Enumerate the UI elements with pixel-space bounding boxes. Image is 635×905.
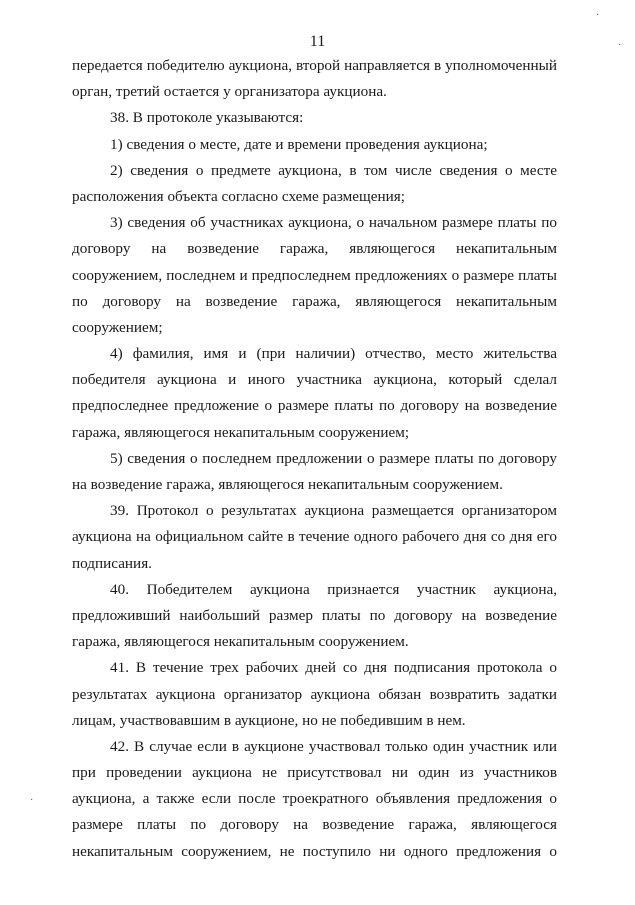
scan-speck: · — [596, 10, 600, 21]
text-line: победителя аукциона и иного участника аукциона, который сделал — [72, 371, 557, 389]
text-line: аукциона на официальном сайте в течение одного рабочего дня со дня его — [72, 528, 557, 546]
text-line: орган, третий остается у организатора аукциона. — [72, 83, 387, 101]
text-line: 2) сведения о предмете аукциона, в том числе сведения о месте — [110, 161, 557, 179]
scan-speck: · — [30, 795, 34, 806]
text-line: 41. В течение трех рабочих дней со дня подписания протокола о — [110, 659, 557, 677]
text-line: 38. В протоколе указываются: — [110, 109, 304, 127]
text-line: размере платы по договору на возведение гаража, являющегося — [72, 816, 557, 834]
text-line: 40. Победителем аукциона признается участник аукциона, — [110, 580, 557, 598]
text-line: 42. В случае если в аукционе участвовал только один участник или — [110, 737, 557, 755]
text-line: при проведении аукциона не присутствовал ни один из участников — [72, 764, 557, 782]
text-line: сооружением, последнем и предпоследнем предложениях о размере платы — [72, 266, 557, 284]
text-line: договору на возведение гаража, являющегося некапитальным — [72, 240, 557, 258]
scan-speck: · — [618, 40, 622, 51]
text-line: 4) фамилия, имя и (при наличии) отчество, место жительства — [110, 345, 557, 363]
text-line: сооружением; — [72, 318, 163, 336]
page-number: 11 — [309, 33, 326, 50]
text-line: по договору на возведение гаража, являющегося некапитальным — [72, 292, 557, 310]
text-line: лицам, участвовавшим в аукционе, но не победившим в нем. — [72, 711, 466, 729]
text-line: гаража, являющегося некапитальным сооружением. — [72, 633, 409, 651]
text-line: аукциона, а также если после троекратного объявления предложения о — [72, 790, 557, 808]
text-line: предложивший наибольший размер платы по договору на возведение — [72, 606, 557, 624]
text-line: некапитальным сооружением, не поступило ни одного предложения о — [72, 842, 557, 860]
text-line: 1) сведения о месте, дате и времени проведения аукциона; — [110, 135, 488, 153]
text-line: 5) сведения о последнем предложении о размере платы по договору — [110, 449, 557, 467]
text-line: 39. Протокол о результатах аукциона размещается организатором — [110, 502, 557, 520]
text-line: передается победителю аукциона, второй направляется в уполномоченный — [72, 57, 557, 74]
text-line: подписания. — [72, 554, 152, 572]
text-line: на возведение гаража, являющегося некапитальным сооружением. — [72, 476, 503, 493]
text-line: предпоследнее предложение о размере платы по договору на возведение — [72, 397, 557, 415]
text-line: гаража, являющегося некапитальным сооружением; — [72, 423, 410, 441]
text-line: 3) сведения об участниках аукциона, о начальном размере платы по — [110, 214, 557, 232]
text-line: расположения объекта согласно схеме размещения; — [72, 187, 405, 205]
text-line: результатах аукциона организатор аукциона обязан возвратить задатки — [72, 685, 557, 703]
document-body — [72, 53, 557, 865]
